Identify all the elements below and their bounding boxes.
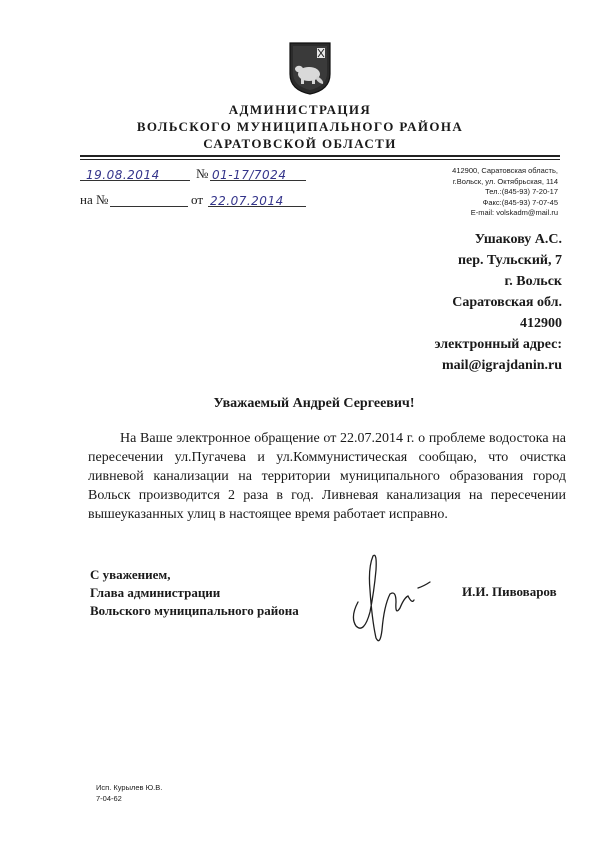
closing-position: Глава администрации (90, 585, 221, 600)
registration-date: 19.08.2014 (86, 168, 160, 182)
addressee-region: Саратовская обл. (452, 295, 562, 310)
addressee-email: mail@igrajdanin.ru (442, 358, 562, 373)
contact-email: E-mail: volskadm@mail.ru (470, 208, 558, 217)
registration-number: 01-17/7024 (212, 168, 287, 182)
addressee-street: пер. Тульский, 7 (457, 253, 562, 268)
addressee-email-label: электронный адрес: (434, 337, 562, 352)
org-title-line-1: АДМИНИСТРАЦИЯ (228, 102, 372, 117)
org-title-line-2: ВОЛЬСКОГО МУНИЦИПАЛЬНОГО РАЙОНА (136, 119, 464, 134)
executor-name: Исп. Курылев Ю.В. (96, 783, 163, 792)
signer-name: И.И. Пивоваров (462, 584, 557, 599)
closing-regards: С уважением, (90, 567, 171, 582)
org-contacts (400, 166, 558, 219)
reference-label: на № (80, 192, 109, 207)
number-field (210, 166, 306, 181)
closing-block (90, 566, 330, 620)
org-title-line-3: САРАТОВСКОЙ ОБЛАСТИ (203, 136, 397, 151)
handwritten-signature (340, 542, 440, 652)
contact-address-1: 412900, Саратовская область, (452, 166, 558, 175)
addressee-city: г. Вольск (504, 274, 562, 289)
greeting: Уважаемый Андрей Сергеевич! (213, 396, 415, 411)
coat-of-arms-emblem (287, 40, 333, 96)
addressee-postcode: 412900 (520, 316, 562, 331)
header-rule-thick (80, 155, 560, 157)
addressee-name: Ушакову А.С. (474, 232, 562, 247)
header-rule-thin (80, 159, 560, 160)
reference-date-field (208, 192, 306, 207)
closing-organization: Вольского муниципального района (90, 603, 299, 618)
letter-body: На Ваше электронное обращение от 22.07.2014 г. о проблеме водостока на пересечении ул.Пугачева и ул.Коммунистическая сообщаю, что очистка ливневой канализации на территории муниципального образования город Вольск производится 2 раза в год. Ливневая канализация на пересечении вышеуказанных улиц в настоящее время работает исправно. (88, 431, 566, 522)
contact-address-2: г.Вольск, ул. Октябрьская, 114 (452, 176, 558, 186)
contact-fax: Факс:(845-93) 7-07-45 (482, 197, 558, 207)
number-label: № (196, 166, 209, 181)
addressee-block (380, 229, 562, 376)
reference-date: 22.07.2014 (210, 194, 284, 208)
executor-phone: 7-04-62 (96, 794, 122, 803)
contact-phone: Тел.:(845-93) 7-20-17 (485, 187, 558, 196)
date-field (80, 166, 190, 181)
reference-number-field (110, 192, 188, 207)
executor-block (96, 782, 162, 804)
reference-from-label: от (191, 192, 204, 207)
